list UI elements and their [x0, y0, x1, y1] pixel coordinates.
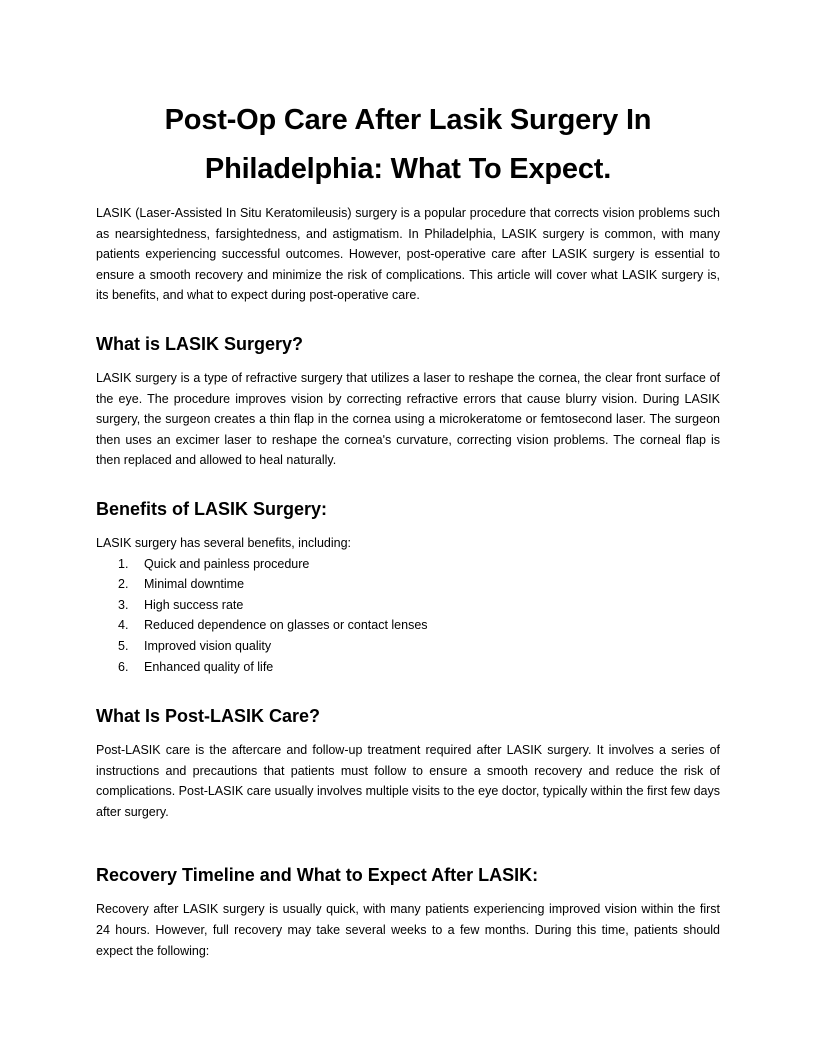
page-title-line-1: Post-Op Care After Lasik Surgery In: [164, 104, 652, 136]
section-heading-post-lasik-care: What Is Post-LASIK Care?: [96, 706, 321, 727]
section-body-post-lasik-care: Post-LASIK care is the aftercare and follow-up treatment required after LASIK surgery. It involves a series of instructions and precautions that patients must follow to ensure a smooth recovery and reduce the risk of complications. Post-LASIK care usually involves multiple visits to the eye doctor, typically within the first few days after surgery.: [96, 743, 720, 819]
list-item: [96, 595, 720, 616]
page-title: [96, 96, 720, 194]
list-item-text: Minimal downtime: [144, 577, 245, 592]
section-heading-recovery-timeline: Recovery Timeline and What to Expect After LASIK:: [96, 865, 539, 886]
list-item-number: 6.: [118, 659, 129, 674]
list-item-number: 2.: [118, 577, 129, 592]
section-body-what-is-lasik: LASIK surgery is a type of refractive surgery that utilizes a laser to reshape the cornea, the clear front surface of the eye. The procedure improves vision by correcting refractive errors that cause blurry vision. During LASIK surgery, the surgeon creates a thin flap in the cornea using a microkeratome or femtosecond laser. The surgeon then uses an excimer laser to reshape the cornea's curvature, correcting vision problems. The corneal flap is then replaced and allowed to heal naturally.: [96, 370, 720, 468]
section-heading-what-is-lasik: What is LASIK Surgery?: [96, 333, 304, 354]
list-item-number: 1.: [118, 556, 129, 571]
list-item-text: Quick and painless procedure: [144, 556, 310, 571]
benefits-list: [96, 554, 720, 678]
list-item-number: 4.: [118, 618, 129, 633]
list-item-number: 3.: [118, 597, 129, 612]
list-item: [96, 636, 720, 657]
intro-paragraph: LASIK (Laser-Assisted In Situ Keratomileusis) surgery is a popular procedure that corrects vision problems such as nearsightedness, farsightedness, and astigmatism. In Philadelphia, LASIK surgery is common, with many patients experiencing successful outcomes. However, post-operative care after LASIK surgery is essential to ensure a smooth recovery and minimize the risk of complications. This article will cover what LASIK surgery is, its benefits, and what to expect during post-operative care.: [96, 206, 720, 303]
list-item: [96, 615, 720, 636]
section-body-benefits: LASIK surgery has several benefits, including:: [96, 535, 351, 550]
list-item: [96, 574, 720, 595]
section-body-recovery-timeline: Recovery after LASIK surgery is usually quick, with many patients experiencing improved vision within the first 24 hours. However, full recovery may take several weeks to a few months. During this time, patients should expect the following:: [96, 902, 720, 958]
list-item: [96, 657, 720, 678]
section-heading-benefits: Benefits of LASIK Surgery:: [96, 498, 328, 519]
list-item-text: Enhanced quality of life: [144, 659, 274, 674]
list-item-number: 5.: [118, 638, 129, 653]
list-item: [96, 554, 720, 575]
list-item-text: High success rate: [144, 597, 244, 612]
document-page: [96, 96, 720, 961]
list-item-text: Improved vision quality: [144, 638, 272, 653]
list-item-text: Reduced dependence on glasses or contact lenses: [144, 618, 428, 633]
page-title-line-2: Philadelphia: What To Expect.: [204, 153, 612, 185]
